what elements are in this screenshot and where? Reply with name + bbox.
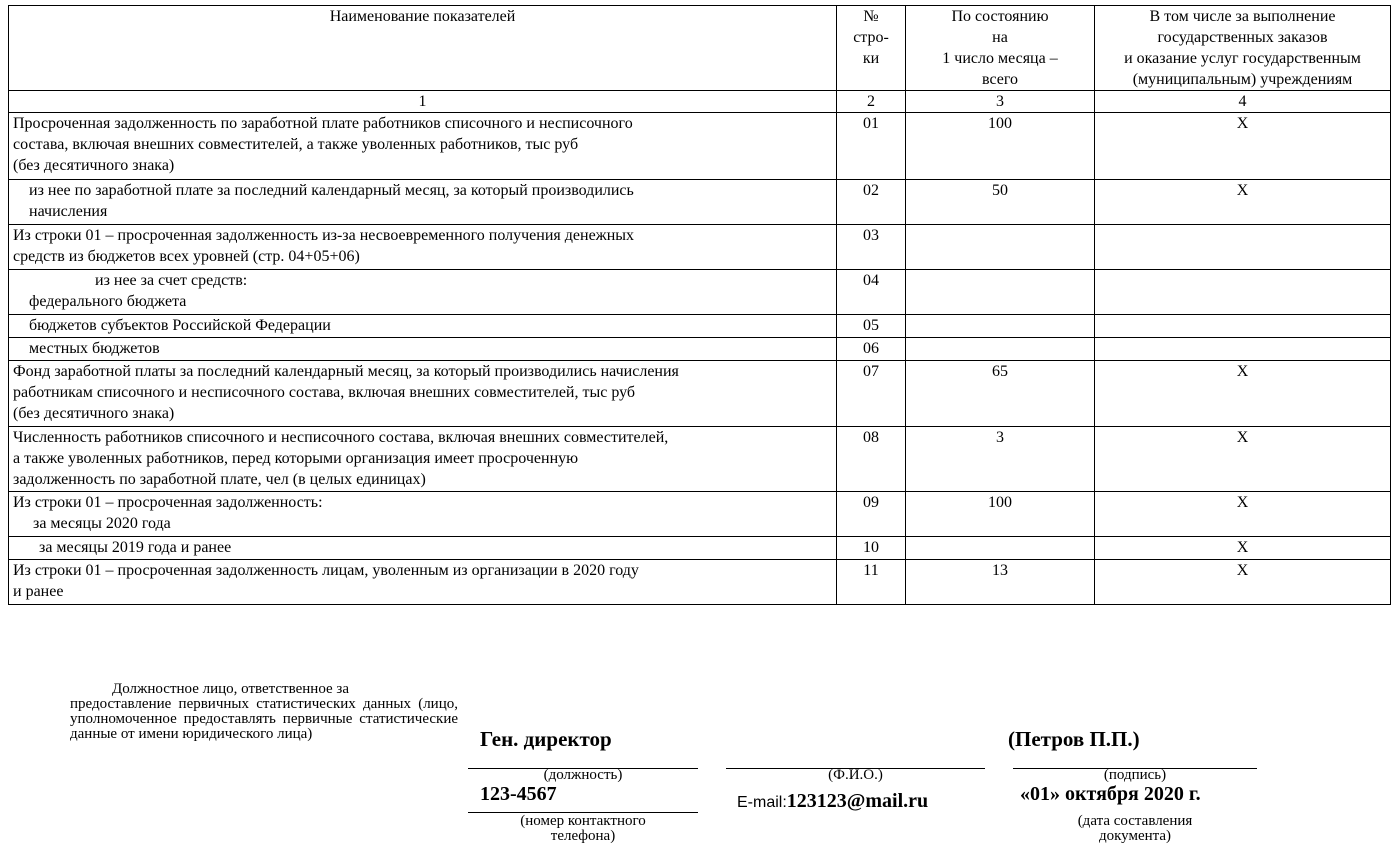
table-row [9,225,1391,270]
table-row [9,113,1391,180]
row-code: 10 [837,537,906,560]
row-code: 02 [837,180,906,225]
phone-value: 123-4567 [480,783,557,805]
row-total-value: 50 [906,180,1095,225]
email-label: E-mail: [737,794,787,811]
table-row [9,537,1391,560]
name-value: (Петров П.П.) [1008,727,1140,751]
row-label: Фонд заработной платы за последний календарный месяц, за который производились начисления работникам списочного и несписочного состава, включая внешних совместителей, тыс руб (без десятичного знака) [9,361,837,427]
col-num-4: 4 [1095,91,1391,113]
indicators-table [8,5,1391,605]
row-label: Из строки 01 – просроченная задолженность из-за несвоевременного получения денежных средств из бюджетов всех уровней (стр. 04+05+06) [9,225,837,270]
row-state-value [1095,270,1391,315]
col-num-1: 1 [9,91,837,113]
row-code: 06 [837,338,906,361]
col-num-3: 3 [906,91,1095,113]
row-state-value: Х [1095,180,1391,225]
row-code: 07 [837,361,906,427]
row-total-value [906,225,1095,270]
row-total-value: 100 [906,492,1095,537]
row-state-value [1095,315,1391,338]
row-total-value [906,338,1095,361]
row-state-value: Х [1095,361,1391,427]
header-name: Наименование показателей [9,6,837,91]
table-row [9,492,1391,537]
row-label: Из строки 01 – просроченная задолженность лицам, уволенным из организации в 2020 году и ранее [9,560,837,605]
fio-caption: (Ф.И.О.) [828,767,883,783]
row-label: из нее за счет средств: федерального бюджета [9,270,837,315]
row-total-value: 3 [906,427,1095,492]
row-total-value [906,315,1095,338]
row-label: за месяцы 2019 года и ранее [9,537,837,560]
row-code: 11 [837,560,906,605]
table-row [9,180,1391,225]
table-row [9,427,1391,492]
row-total-value: 13 [906,560,1095,605]
row-code: 08 [837,427,906,492]
table-row [9,270,1391,315]
row-state-value: Х [1095,427,1391,492]
date-value: «01» октября 2020 г. [1020,783,1201,805]
row-state-value: Х [1095,113,1391,180]
row-label: Из строки 01 – просроченная задолженность: за месяцы 2020 года [9,492,837,537]
date-caption: (дата составления документа) [1077,813,1193,844]
column-number-row [9,91,1391,113]
row-code: 09 [837,492,906,537]
row-code: 03 [837,225,906,270]
row-label: Просроченная задолженность по заработной плате работников списочного и несписочного состава, включая внешних совместителей, а также уволенных работников, тыс руб (без десятичного знака) [9,113,837,180]
table-row [9,560,1391,605]
header-total: По состоянию на 1 число месяца – всего [906,6,1095,91]
table-row [9,338,1391,361]
email-value: 123123@mail.ru [786,790,929,812]
row-state-value: Х [1095,560,1391,605]
header-row [9,6,1391,91]
row-state-value: Х [1095,492,1391,537]
row-state-value [1095,225,1391,270]
signature-caption: (подпись) [1103,767,1167,783]
row-total-value: 65 [906,361,1095,427]
phone-caption: (номер контактного телефона) [520,813,646,844]
col-num-2: 2 [837,91,906,113]
header-row-no: № стро- ки [837,6,906,91]
row-code: 01 [837,113,906,180]
table-row [9,361,1391,427]
row-label: из нее по заработной плате за последний календарный месяц, за который производились начисления [9,180,837,225]
row-state-value: Х [1095,537,1391,560]
header-state-orders: В том числе за выполнение государственных заказов и оказание услуг государственным (муниципальным) учреждениям [1095,6,1391,91]
position-value: Ген. директор [480,727,612,751]
row-label: местных бюджетов [9,338,837,361]
position-caption: (должность) [543,767,623,783]
row-total-value: 100 [906,113,1095,180]
row-total-value [906,537,1095,560]
email-line [737,790,928,813]
row-label: Численность работников списочного и несписочного состава, включая внешних совместителей, а также уволенных работников, перед которыми организация имеет просроченную задолженность по заработной плате, чел (в целых единицах) [9,427,837,492]
row-label: бюджетов субъектов Российской Федерации [9,315,837,338]
row-state-value [1095,338,1391,361]
row-total-value [906,270,1095,315]
row-code: 05 [837,315,906,338]
table-row [9,315,1391,338]
responsible-person-note: Должностное лицо, ответственное за предоставление первичных статистических данных (лицо, уполномоченное предоставлять первичные статистические данные от имени юридического лица) [70,681,458,742]
row-code: 04 [837,270,906,315]
